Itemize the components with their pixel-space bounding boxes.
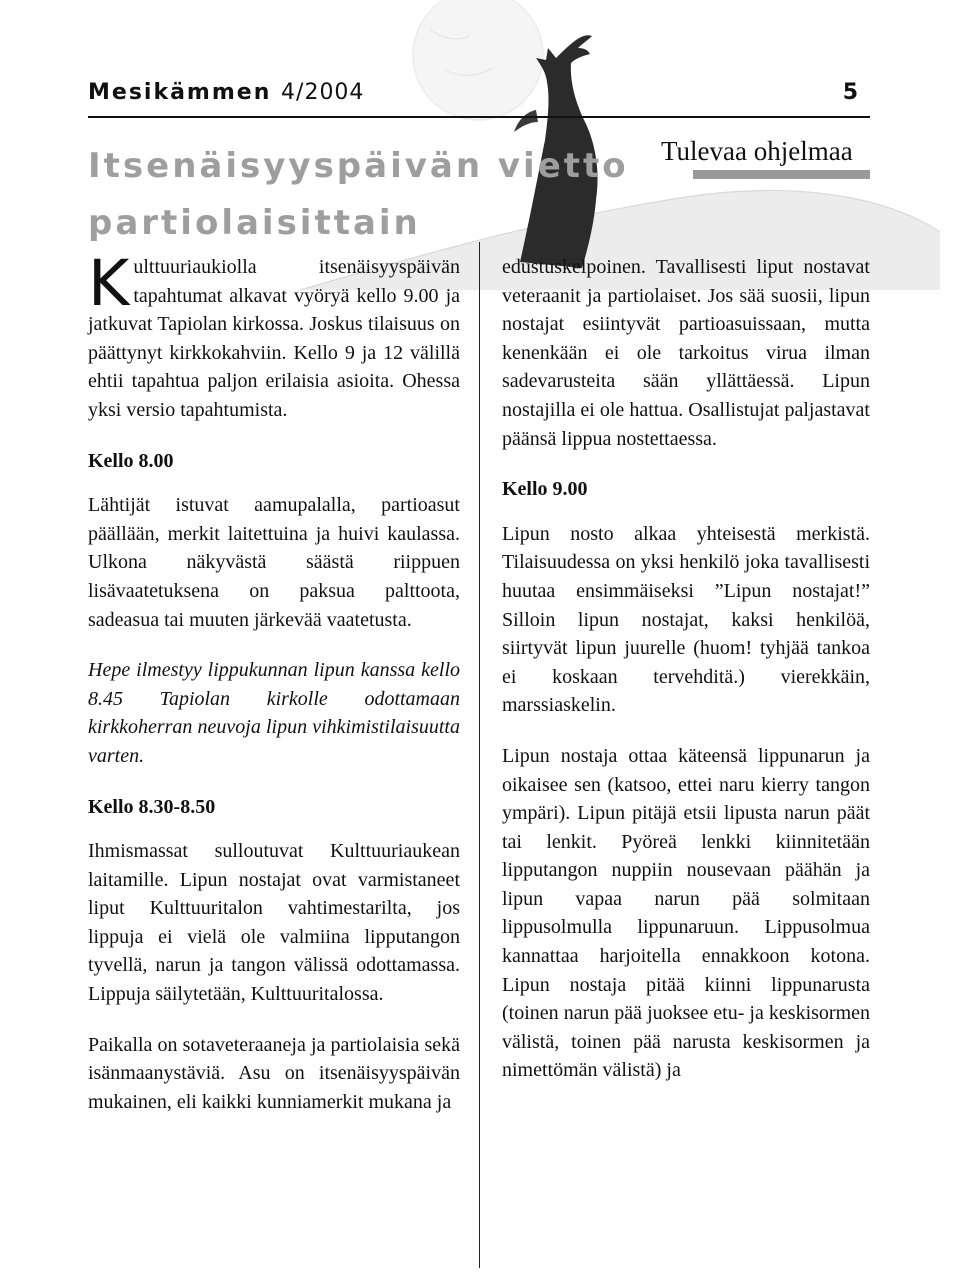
intro-text: ulttuuriaukiolla itsenäisyyspäivän tapahtumat alkavat vyöryä kello 9.00 ja jatkuvat Tapiolan kirkossa. Joskus tilaisuus on päättynyt kirkkokahviin. Kello 9 ja 12 välillä ehtii tapahtua paljon erilaisia asioita. Ohessa yksi versio tapahtumista. bbox=[88, 256, 460, 421]
body-paragraph: Lipun nosto alkaa yhteisestä merkistä. Tilaisuudessa on yksi henkilö joka tavallisesti huutaa ensimmäiseksi ”Lipun nostajat!” Silloin lipun nostajat, kaksi henkilöä, siirtyvät lipun juurelle (huom! tyhjää tankoa ei koskaan tervehditä.) vierekkäin, marssiaskelin. bbox=[502, 522, 870, 717]
column-divider bbox=[479, 242, 480, 1268]
italic-paragraph: Hepe ilmestyy lippukunnan lipun kanssa kello 8.45 Tapiolan kirkolle odottamaan kirkkoherran neuvoja lipun vihkimistilaisuutta varten. bbox=[88, 659, 460, 767]
publication-name: Mesikämmen bbox=[88, 80, 272, 105]
title-line-1: Itsenäisyyspäivän vietto bbox=[88, 146, 629, 186]
article-title bbox=[88, 138, 648, 252]
page-number: 5 bbox=[842, 80, 860, 105]
body-paragraph: Paikalla on sotaveteraaneja ja partiolaisia sekä isänmaanystäviä. Asu on itsenäisyyspäivän mukainen, eli kaikki kunniamerkit mukana ja bbox=[88, 1033, 460, 1113]
title-line-2: partiolaisittain bbox=[88, 203, 421, 243]
masthead-rule bbox=[88, 116, 870, 118]
time-heading-8-00: Kello 8.00 bbox=[88, 449, 174, 472]
right-column bbox=[502, 253, 870, 1085]
body-paragraph: edustuskelpoinen. Tavallisesti liput nostavat veteraanit ja partiolaiset. Jos sää suosii, lipun nostajat esiintyvät partioasuissaan, mutta kenenkään ei ole tarkoitus virua ilman sadevarusteita sään yllättäessä. Lipun nostajilla ei ole hattua. Osallistujat paljastavat päänsä lippua nostettaessa. bbox=[502, 256, 870, 450]
issue-number: 4/2004 bbox=[281, 80, 365, 105]
section-label-bar bbox=[693, 170, 870, 179]
masthead bbox=[88, 80, 860, 105]
body-paragraph: Lähtijät istuvat aamupalalla, partioasut päällään, merkit laitettuina ja huivi kaulassa. Ulkona näkyvästä säästä riippuen lisävaatetuksena on paksua palttoota, sadeasua tai muuten järkevää vaatetusta. bbox=[88, 494, 460, 631]
body-paragraph: Ihmismassat sulloutuvat Kulttuuriaukean laitamille. Lipun nostajat ovat varmistaneet liput Kulttuuritalon vahtimestarilta, jos lippuja ei vielä ole valmiina lipputangon tyvellä, narun ja tangon välissä odottamassa. Lippuja säilytetään, Kulttuuritalossa. bbox=[88, 840, 460, 1006]
section-label: Tulevaa ohjelmaa bbox=[661, 136, 853, 166]
drop-cap: K bbox=[88, 247, 130, 320]
time-heading-8-30: Kello 8.30-8.50 bbox=[88, 795, 216, 818]
body-paragraph: Lipun nostaja ottaa käteensä lippunarun ja oikaisee sen (katsoo, ettei naru kierry tangon ympäri). Lipun pitäjä etsii lipusta narun päät tai lenkit. Pyöreä lenkki kiinnitetään lipputangon nuppiin nousevaan päähän ja lipun vapaa narun pää solmitaan lippusolmulla lippunaruun. Lippusolmua kannattaa harjoitella ennakkoon kotona. Lipun nostaja pitää kiinni lippunarusta (toinen narun pää juoksee etu- ja keskisormen välistä, toinen pää narusta keskisormen ja nimettömän välistä) ja bbox=[502, 744, 870, 1082]
left-column bbox=[88, 247, 460, 1116]
time-heading-9-00: Kello 9.00 bbox=[502, 478, 588, 501]
intro-paragraph bbox=[88, 247, 460, 425]
